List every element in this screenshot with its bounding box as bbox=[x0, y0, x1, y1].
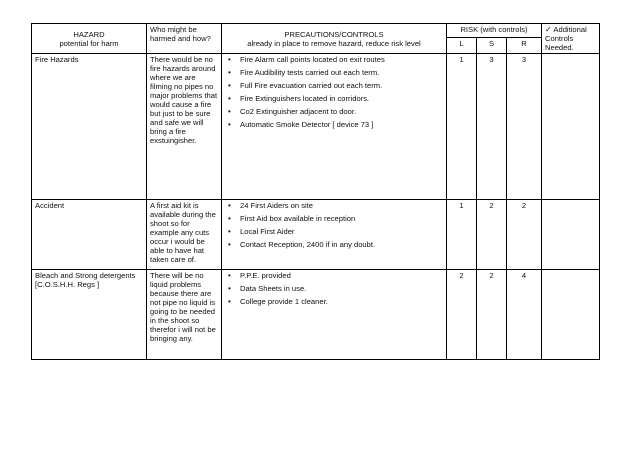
precautions-list bbox=[225, 271, 443, 306]
hazard-header bbox=[32, 24, 147, 54]
risk-r-value: 3 bbox=[507, 54, 542, 200]
precaution-item bbox=[225, 68, 443, 77]
precaution-text: Fire Audibility tests carried out each term. bbox=[240, 68, 380, 77]
bullet-icon: • bbox=[228, 81, 231, 90]
precaution-text: Co2 Extinguisher adjacent to door. bbox=[240, 107, 357, 116]
precautions-header-subtitle: already in place to remove hazard, reduce risk level bbox=[247, 38, 421, 48]
precaution-item bbox=[225, 297, 443, 306]
additional-controls-header bbox=[542, 24, 600, 54]
precaution-item bbox=[225, 55, 443, 64]
precaution-item bbox=[225, 94, 443, 103]
additional-controls-cell bbox=[542, 200, 600, 270]
bullet-icon: • bbox=[228, 297, 231, 306]
who-cell: There would be no fire hazards around where we are filming no pipes no major problems that would cause a fire but just to be sure and safe we will bring a fire exstuingisher. bbox=[147, 54, 222, 200]
bullet-icon: • bbox=[228, 271, 231, 280]
checkmark-icon: ✓ bbox=[545, 25, 552, 34]
precautions-list bbox=[225, 55, 443, 129]
precaution-text: Fire Extinguishers located in corridors. bbox=[240, 94, 370, 103]
risk-header: RISK (with controls) bbox=[447, 24, 542, 38]
table-row bbox=[32, 270, 600, 360]
precaution-text: 24 First Aiders on site bbox=[240, 201, 314, 210]
precaution-item bbox=[225, 107, 443, 116]
precaution-text: Data Sheets in use. bbox=[240, 284, 307, 293]
precautions-cell bbox=[222, 200, 447, 270]
precautions-cell bbox=[222, 54, 447, 200]
risk-s-value: 2 bbox=[477, 270, 507, 360]
precautions-header-title: PRECAUTIONS/CONTROLS bbox=[284, 29, 384, 39]
precaution-text: Contact Reception, 2400 if in any doubt. bbox=[240, 240, 376, 249]
who-cell: There will be no liquid problems because there are not pipe no liquid is going to be needed in the shoot so therefor i will not be bringing any. bbox=[147, 270, 222, 360]
risk-r-header: R bbox=[507, 37, 542, 53]
precaution-item bbox=[225, 201, 443, 210]
risk-l-value: 1 bbox=[447, 200, 477, 270]
risk-l-value: 2 bbox=[447, 270, 477, 360]
precaution-item bbox=[225, 240, 443, 249]
bullet-icon: • bbox=[228, 214, 231, 223]
table-row bbox=[32, 54, 600, 200]
risk-l-value: 1 bbox=[447, 54, 477, 200]
bullet-icon: • bbox=[228, 201, 231, 210]
risk-s-value: 2 bbox=[477, 200, 507, 270]
hazard-header-title: HAZARD bbox=[73, 29, 105, 39]
precaution-item bbox=[225, 81, 443, 90]
bullet-icon: • bbox=[228, 68, 231, 77]
header-row bbox=[32, 24, 600, 38]
who-header: Who might be harmed and how? bbox=[147, 24, 222, 54]
precaution-text: P.P.E. provided bbox=[240, 271, 291, 280]
risk-r-value: 4 bbox=[507, 270, 542, 360]
bullet-icon: • bbox=[228, 55, 231, 64]
bullet-icon: • bbox=[228, 284, 231, 293]
precaution-item bbox=[225, 214, 443, 223]
risk-assessment-table bbox=[31, 23, 600, 360]
precaution-text: Full Fire evacuation carried out each term. bbox=[240, 81, 383, 90]
risk-s-value: 3 bbox=[477, 54, 507, 200]
additional-controls-label: Additional Controls Needed. bbox=[545, 25, 587, 52]
hazard-header-subtitle: potential for harm bbox=[59, 38, 119, 48]
bullet-icon: • bbox=[228, 107, 231, 116]
hazard-cell: Accident bbox=[32, 200, 147, 270]
bullet-icon: • bbox=[228, 120, 231, 129]
precaution-item bbox=[225, 284, 443, 293]
additional-controls-cell bbox=[542, 54, 600, 200]
precaution-text: Fire Alarm call points located on exit routes bbox=[240, 55, 385, 64]
hazard-cell: Bleach and Strong detergents [C.O.S.H.H. Regs ] bbox=[32, 270, 147, 360]
precautions-header bbox=[222, 24, 447, 54]
hazard-cell: Fire Hazards bbox=[32, 54, 147, 200]
bullet-icon: • bbox=[228, 94, 231, 103]
precaution-item bbox=[225, 227, 443, 236]
table-row bbox=[32, 200, 600, 270]
who-cell: A first aid kit is available during the shoot so for example any cuts occur i would be able to have hat taken care of. bbox=[147, 200, 222, 270]
precautions-cell bbox=[222, 270, 447, 360]
risk-l-header: L bbox=[447, 37, 477, 53]
precaution-item bbox=[225, 120, 443, 129]
risk-s-header: S bbox=[477, 37, 507, 53]
bullet-icon: • bbox=[228, 227, 231, 236]
precautions-list bbox=[225, 201, 443, 249]
precaution-text: Automatic Smoke Detector [ device 73 ] bbox=[240, 120, 374, 129]
risk-r-value: 2 bbox=[507, 200, 542, 270]
bullet-icon: • bbox=[228, 240, 231, 249]
precaution-text: Local First Aider bbox=[240, 227, 295, 236]
additional-controls-cell bbox=[542, 270, 600, 360]
precaution-item bbox=[225, 271, 443, 280]
precaution-text: College provide 1 cleaner. bbox=[240, 297, 328, 306]
precaution-text: First Aid box available in reception bbox=[240, 214, 356, 223]
